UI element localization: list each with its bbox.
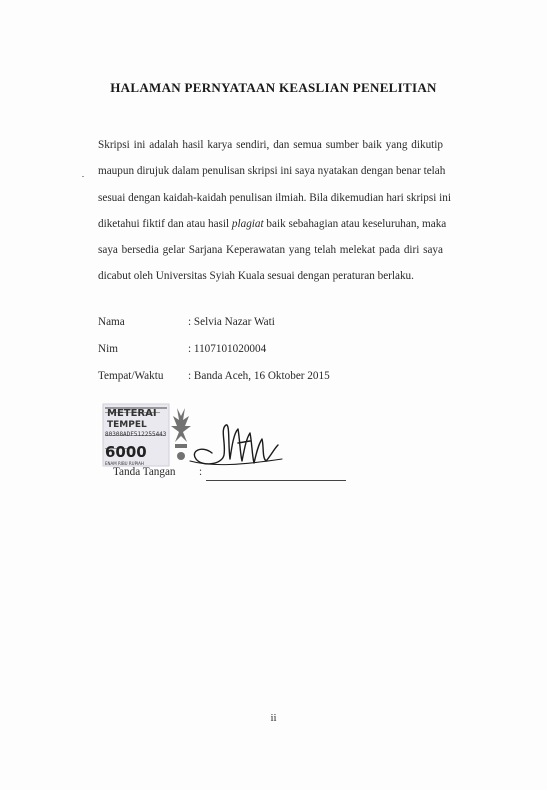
stamp-subtitle: TEMPEL bbox=[107, 420, 147, 430]
field-value: : Banda Aceh, 16 Oktober 2015 bbox=[188, 370, 330, 382]
page-title: HALAMAN PERNYATAAN KEASLIAN PENELITIAN bbox=[110, 80, 437, 95]
field-label: Nim bbox=[98, 343, 118, 355]
field-row-nama bbox=[98, 316, 275, 328]
stamp-amount-words: ENAM RIBU RUPIAH bbox=[105, 461, 144, 466]
field-row-nim bbox=[98, 343, 267, 355]
signature-line bbox=[206, 480, 346, 481]
field-value: : 1107101020004 bbox=[188, 343, 267, 355]
paragraph-line: maupun dirujuk dalam penulisan skripsi ini saya nyatakan dengan benar telah bbox=[98, 165, 446, 178]
italic-term: plagiat bbox=[231, 217, 264, 230]
paragraph-line: Skripsi ini adalah hasil karya sendiri, dan semua sumber baik yang dikutip bbox=[98, 139, 443, 151]
field-row-tempat-waktu bbox=[98, 370, 330, 382]
paragraph-line: dicabut oleh Universitas Syiah Kuala sesuai dengan peraturan berlaku. bbox=[98, 270, 414, 283]
field-label: Nama bbox=[98, 316, 125, 328]
signature-colon: : bbox=[199, 466, 203, 478]
field-value: : Selvia Nazar Wati bbox=[188, 316, 275, 328]
stamp-amount: 6000 bbox=[105, 443, 147, 461]
scan-speck bbox=[82, 176, 84, 177]
field-label: Tempat/Waktu bbox=[98, 370, 164, 382]
paragraph-line: saya bersedia gelar Sarjana Keperawatan yang telah melekat pada diri saya bbox=[98, 244, 443, 257]
page-number: ii bbox=[270, 712, 277, 724]
statement-paragraph bbox=[98, 132, 451, 290]
signature-label: Tanda Tangan bbox=[113, 466, 176, 478]
stamp-title: METERAI bbox=[107, 408, 157, 419]
paragraph-line: sesuai dengan kaidah-kaidah penulisan ilmiah. Bila dikemudian hari skripsi ini bbox=[98, 191, 451, 204]
paragraph-text: baik sebahagian atau keseluruhan, maka bbox=[263, 217, 447, 230]
stamp-serial: 80308ADF512255443 bbox=[105, 431, 167, 438]
paragraph-text: diketahui fiktif dan atau hasil bbox=[98, 217, 232, 230]
paragraph-line bbox=[98, 211, 447, 237]
